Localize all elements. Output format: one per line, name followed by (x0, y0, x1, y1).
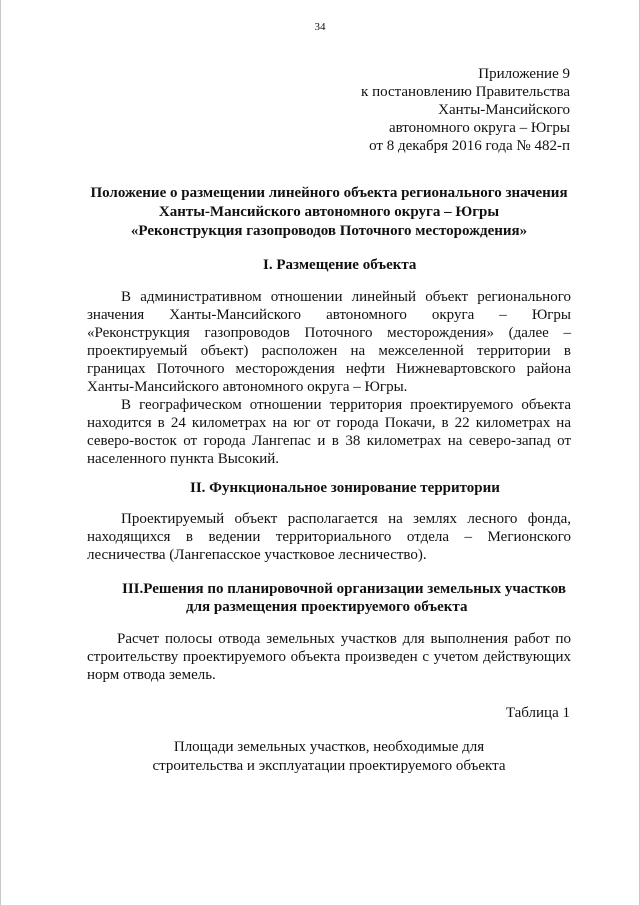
scan-left-edge (0, 0, 1, 905)
table-label: Таблица 1 (505, 705, 570, 721)
appendix-block (361, 65, 570, 155)
text-line: В географическом отношении территория проектируемого объекта (121, 397, 571, 413)
text-line: В административном отношении линейный объект регионального (121, 289, 571, 305)
section2-paragraph (87, 510, 571, 564)
appendix-line: Ханты-Мансийского (438, 102, 570, 118)
section-heading-1: I. Размещение объекта (263, 257, 417, 273)
title-line: Ханты-Мансийского автономного округа – Югры (158, 204, 500, 220)
text-line: Проектируемый объект располагается на землях лесного фонда, (121, 511, 571, 527)
appendix-line: автономного округа – Югры (388, 120, 570, 136)
appendix-line: от 8 декабря 2016 года № 482-п (369, 138, 570, 154)
document-title (86, 184, 572, 241)
section-heading-3-line-2: для размещения проектируемого объекта (186, 599, 468, 615)
title-line: Положение о размещении линейного объекта регионального значения (90, 185, 568, 201)
caption-line: строительства и эксплуатации проектируемого объекта (152, 758, 506, 774)
text-line: находящихся в ведении территориального отдела – Мегионского (87, 529, 571, 545)
section-heading-2: II. Функциональное зонирование территории (190, 480, 500, 496)
text-line: Ханты-Мансийского автономного округа – Югры. (87, 379, 408, 395)
text-line: населенного пункта Высокий. (87, 451, 280, 467)
text-line: северо-восток от города Лангепас и в 38 километрах на северо-запад от (87, 433, 571, 449)
text-line: норм отвода земель. (87, 667, 216, 683)
appendix-line: к постановлению Правительства (361, 84, 570, 100)
text-line: значения Ханты-Мансийского автономного округа – Югры (87, 307, 571, 323)
text-line: лесничества (Лангепасское участковое лесничество). (87, 547, 427, 563)
text-line: «Реконструкция газопроводов Поточного месторождения» (далее – (87, 325, 571, 341)
text-line: находится в 24 километрах на юг от города Покачи, в 22 километрах на (87, 415, 571, 431)
text-line: границах Поточного месторождения нефти Нижневартовского района (87, 361, 571, 377)
text-line: строительству проектируемого объекта произведен с учетом действующих (87, 649, 571, 665)
appendix-line: Приложение 9 (478, 66, 570, 82)
section1-paragraph-1 (87, 288, 571, 396)
text-line: проектируемый объект) расположен на межселенной территории в (87, 343, 571, 359)
page-number: 34 (314, 21, 326, 33)
section1-paragraph-2 (87, 396, 571, 468)
caption-line: Площади земельных участков, необходимые для (173, 739, 485, 755)
title-line: «Реконструкция газопроводов Поточного месторождения» (130, 223, 528, 239)
table-caption (86, 738, 572, 776)
section-heading-3: III.Решения по планировочной организации земельных участков (122, 581, 566, 597)
section3-paragraph (87, 630, 571, 684)
text-line: Расчет полосы отвода земельных участков для выполнения работ по (117, 631, 571, 647)
